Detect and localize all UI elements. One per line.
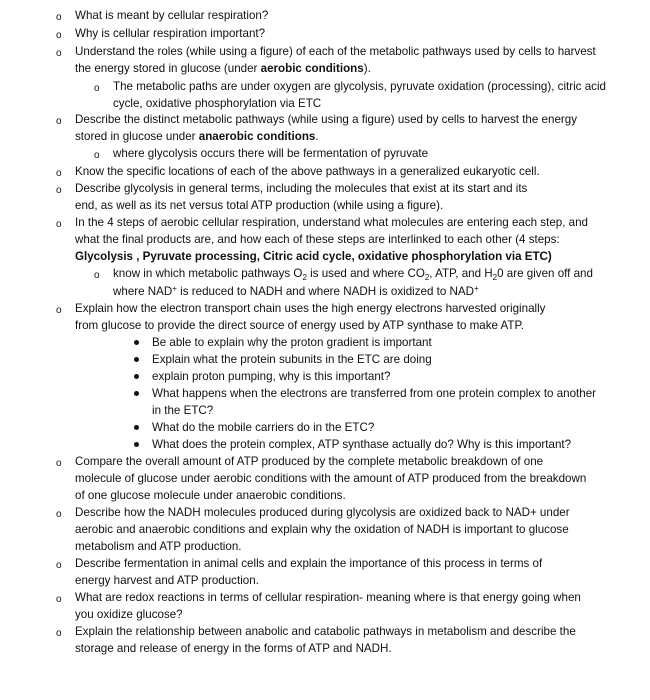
list-bullet: o bbox=[56, 48, 62, 59]
list-bullet: o bbox=[56, 185, 62, 196]
list-bullet: o bbox=[56, 509, 62, 520]
list-bullet: o bbox=[56, 305, 62, 316]
list-bullet: o bbox=[56, 458, 62, 469]
list-item-continuation-bold: Glycolysis , Pyruvate processing, Citric acid cycle, oxidative phosphorylation via ETC) bbox=[75, 250, 552, 263]
bullet-item: Explain what the protein subunits in the ETC are doing bbox=[152, 353, 432, 366]
list-bullet-dot bbox=[134, 425, 139, 430]
list-item-continuation: energy harvest and ATP production. bbox=[75, 574, 259, 587]
list-item-continuation: you oxidize glucose? bbox=[75, 608, 183, 621]
list-item-continuation: stored in glucose under anaerobic conditions. bbox=[75, 130, 319, 143]
list-bullet-dot bbox=[134, 442, 139, 447]
list-bullet-dot bbox=[134, 357, 139, 362]
list-item: Describe fermentation in animal cells and explain the importance of this process in terms of bbox=[75, 557, 543, 570]
list-bullet: o bbox=[56, 219, 62, 230]
list-bullet: o bbox=[56, 168, 62, 179]
list-item: In the 4 steps of aerobic cellular respiration, understand what molecules are entering each step, and bbox=[75, 216, 589, 229]
list-item-continuation: end, as well as its net versus total ATP production (while using a figure). bbox=[75, 199, 444, 212]
list-bullet: o bbox=[56, 12, 62, 23]
bullet-item: What happens when the electrons are transferred from one protein complex to another bbox=[152, 387, 597, 400]
list-bullet: o bbox=[56, 594, 62, 605]
list-bullet: o bbox=[56, 30, 62, 41]
list-item-continuation: from glucose to provide the direct source of energy used by ATP synthase to make ATP. bbox=[75, 319, 524, 332]
list-item-continuation: metabolism and ATP production. bbox=[75, 540, 242, 553]
list-item: What is meant by cellular respiration? bbox=[75, 9, 269, 22]
list-item: Why is cellular respiration important? bbox=[75, 27, 266, 40]
list-bullet: o bbox=[56, 560, 62, 571]
list-bullet-dot bbox=[134, 340, 139, 345]
list-item: Describe the distinct metabolic pathways (while using a figure) used by cells to harvest the energy bbox=[75, 113, 578, 126]
list-bullet: o bbox=[56, 116, 62, 127]
list-item-continuation: aerobic and anaerobic conditions and explain why the oxidation of NADH is important to glucose bbox=[75, 523, 569, 536]
list-bullet: o bbox=[94, 270, 100, 281]
list-item: Describe how the NADH molecules produced during glycolysis are oxidized back to NAD+ under bbox=[75, 506, 570, 519]
sub-list-item: The metabolic paths are under oxygen are glycolysis, pyruvate oxidation (processing), citric acid bbox=[113, 80, 606, 93]
list-bullet: o bbox=[94, 150, 100, 161]
list-item-continuation: molecule of glucose under aerobic conditions with the amount of ATP produced from the breakdown bbox=[75, 472, 587, 485]
sub-list-item: where glycolysis occurs there will be fermentation of pyruvate bbox=[113, 147, 429, 160]
list-item-continuation: storage and release of energy in the forms of ATP and NADH. bbox=[75, 642, 392, 655]
list-bullet-dot bbox=[134, 391, 139, 396]
list-item: Know the specific locations of each of the above pathways in a generalized eukaryotic cell. bbox=[75, 165, 540, 178]
list-bullet: o bbox=[56, 628, 62, 639]
bullet-item: Be able to explain why the proton gradient is important bbox=[152, 336, 432, 349]
list-item: Understand the roles (while using a figure) of each of the metabolic pathways used by cells to harvest bbox=[75, 45, 596, 58]
list-bullet: o bbox=[94, 83, 100, 94]
list-item-continuation: the energy stored in glucose (under aerobic conditions). bbox=[75, 62, 371, 75]
list-item: Explain how the electron transport chain uses the high energy electrons harvested originally bbox=[75, 302, 546, 315]
list-bullet-dot bbox=[134, 374, 139, 379]
sub-list-item: know in which metabolic pathways $O_2$ is used and where $CO_2$, ATP, and $H_20$ are given off and bbox=[113, 267, 593, 282]
sub-list-item-continuation: cycle, oxidative phosphorylation via ETC bbox=[113, 97, 322, 110]
list-item-continuation: what the final products are, and how each of these steps are interlinked to each other (4 steps: bbox=[75, 233, 560, 246]
sub-list-item-continuation: where NAD+ is reduced to NADH and where NADH is oxidized to NAD+ bbox=[113, 284, 479, 298]
list-item: What are redox reactions in terms of cellular respiration- meaning where is that energy going when bbox=[75, 591, 581, 604]
list-item: Compare the overall amount of ATP produced by the complete metabolic breakdown of one bbox=[75, 455, 544, 468]
bullet-item-continuation: in the ETC? bbox=[152, 404, 214, 417]
bullet-item: What do the mobile carriers do in the ETC? bbox=[152, 421, 375, 434]
list-item: Describe glycolysis in general terms, including the molecules that exist at its start and its bbox=[75, 182, 528, 195]
list-item-continuation: of one glucose molecule under anaerobic conditions. bbox=[75, 489, 346, 502]
list-item: Explain the relationship between anabolic and catabolic pathways in metabolism and describe the bbox=[75, 625, 576, 638]
bullet-item: explain proton pumping, why is this important? bbox=[152, 370, 391, 383]
bullet-item: What does the protein complex, ATP synthase actually do? Why is this important? bbox=[152, 438, 572, 451]
